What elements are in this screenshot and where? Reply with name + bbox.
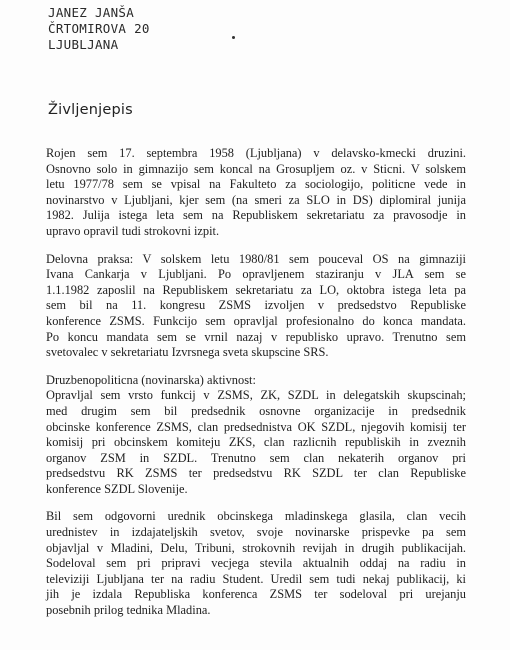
text-line: letu 1977/78 sem se vpisal na Fakulteto za sociologijo, politicne vede in xyxy=(46,177,466,192)
text-line: konference SZDL Slovenije. xyxy=(46,481,188,496)
sender-address xyxy=(48,5,150,53)
text-line: predsedstvu RK ZSMS ter predsedstvu RK SZDL ter clan Republiske xyxy=(46,466,466,481)
text-line: jih je izdala Republiska konferenca ZSMS ter sodeloval pri urejanju xyxy=(46,587,466,602)
text-line: med drugim sem bil predsednik osnovne organizacije in predsednik xyxy=(46,403,466,418)
text-line: Ivana Cankarja v Ljubljani. Po opravljenem staziranju v JLA sem se xyxy=(46,267,466,282)
address-line-name: JANEZ JANŠA xyxy=(48,5,135,20)
text-line: Rojen sem 17. septembra 1958 (Ljubljana) v delavsko-kmecki druzini. xyxy=(46,146,466,160)
text-line: 1.1.1982 zaposlil na Republiskem sekretariatu za LO, oktobra istega leta pa xyxy=(46,282,466,297)
text-line: upravo opravil tudi strokovni izpit. xyxy=(46,223,220,238)
section-heading: Druzbenopoliticna (novinarska) aktivnost: xyxy=(46,372,256,387)
text-line: televiziji Ljubljana ter na radiu Student. Uredil sem tudi nekaj publikacij, ki xyxy=(46,571,466,586)
text-line: svetovalec v sekretariatu Izvrsnega sveta skupscine SRS. xyxy=(46,345,329,360)
paragraph-journalism xyxy=(46,509,466,618)
text-line: organov ZSM in SZDL. Trenutno sem clan nekaterih organov pri xyxy=(46,450,466,465)
text-line: Osnovno solo in gimnazijo sem koncal na Grosupljem oz. v Sticni. V solskem xyxy=(46,161,466,176)
document-title: Življenjepis xyxy=(48,102,133,118)
text-line: sem bil na 11. kongresu ZSMS izvoljen v predsedstvo Republiske xyxy=(46,298,466,313)
paragraph-political-activity xyxy=(46,373,466,498)
text-line: Delovna praksa: V solskem letu 1980/81 sem pouceval OS na gimnaziji xyxy=(46,251,466,266)
text-line: novinarstvo v Ljubljani, kjer sem (na smeri za SLO in DS) diplomiral junija xyxy=(46,192,466,207)
ink-mark xyxy=(232,36,235,39)
text-line: Po koncu mandata sem se vrnil nazaj v republisko upravo. Trenutno sem xyxy=(46,329,466,344)
address-line-street: ČRTOMIROVA 20 xyxy=(48,21,150,36)
address-line-city: LJUBLJANA xyxy=(48,37,119,52)
text-line: urednistev in izdajateljskih svetov, svoje novinarske prispevke pa sem xyxy=(46,525,466,540)
text-line: 1982. Julija istega leta sem na Republiskem sekretariatu za pravosodje in xyxy=(46,208,466,223)
text-line: Sodeloval sem pri pripravi vecjega stevila aktualnih oddaj na radiu in xyxy=(46,556,466,571)
paragraph-work-experience xyxy=(46,252,466,361)
text-line: objavljal v Mladini, Delu, Tribuni, strokovnih revijah in drugih publikacijah. xyxy=(46,540,466,555)
text-line: komisij pri obcinskem komiteju ZKS, clan razlicnih republiskih in zveznih xyxy=(46,435,466,450)
document-body xyxy=(46,146,466,619)
paragraph-education xyxy=(46,146,466,240)
text-line: konference ZSMS. Funkcijo sem opravljal profesionalno do konca mandata. xyxy=(46,313,466,328)
text-line: posebnih prilog tednika Mladina. xyxy=(46,603,211,618)
text-line: Opravljal sem vrsto funkcij v ZSMS, ZK, SZDL in delegatskih skupscinah; xyxy=(46,388,466,403)
text-line: Bil sem odgovorni urednik obcinskega mladinskega glasila, clan vecih xyxy=(46,509,466,524)
text-line: obcinske konference ZSMS, clan predsednistva OK SZDL, njegovih komisij ter xyxy=(46,419,466,434)
